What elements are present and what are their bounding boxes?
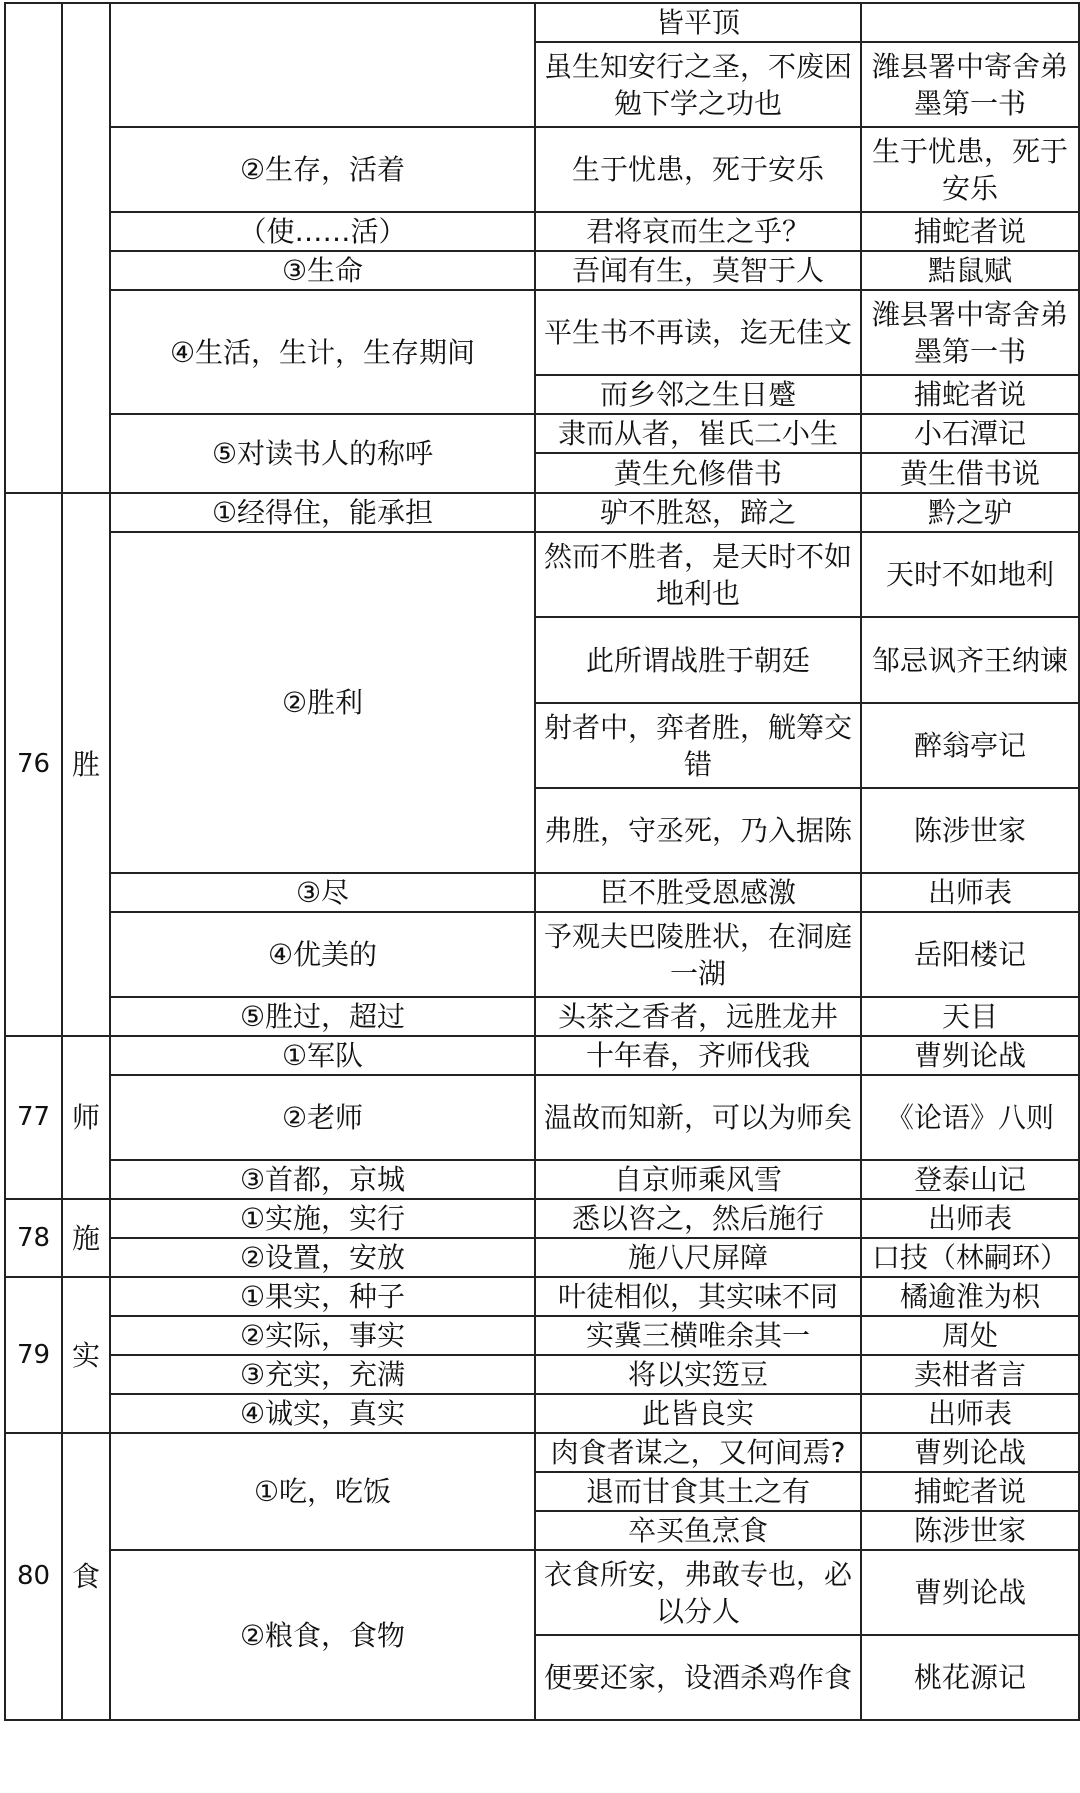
word-table-body [5,3,1079,1720]
source-text-cell: 醉翁亭记 [861,703,1079,788]
table-row [5,912,1079,997]
table-row [5,1238,1079,1277]
example-sentence-cell: 衣食所安，弗敢专也，必以分人 [535,1550,861,1635]
source-text-cell: 曹刿论战 [861,1433,1079,1472]
example-sentence-cell: 皆平顶 [535,3,861,42]
table-row [5,212,1079,251]
source-text-cell: 潍县署中寄舍弟墨第一书 [861,42,1079,127]
meaning-cell: ①实施，实行 [110,1199,535,1238]
meaning-cell: ④生活，生计，生存期间 [110,290,535,414]
meaning-cell: ⑤胜过，超过 [110,997,535,1036]
entry-character: 胜 [62,493,110,1036]
table-row [5,1075,1079,1160]
meaning-cell: ③生命 [110,251,535,290]
source-text-cell: 出师表 [861,1394,1079,1433]
entry-number: 78 [5,1199,62,1277]
table-row [5,1316,1079,1355]
source-text-cell: 口技（林嗣环） [861,1238,1079,1277]
source-text-cell: 桃花源记 [861,1635,1079,1720]
table-row [5,1160,1079,1199]
source-text-cell: 黠鼠赋 [861,251,1079,290]
source-text-cell: 曹刿论战 [861,1550,1079,1635]
example-sentence-cell: 生于忧患，死于安乐 [535,127,861,212]
meaning-cell: ①吃，吃饭 [110,1433,535,1550]
meaning-cell: ④诚实，真实 [110,1394,535,1433]
meaning-cell: ①果实，种子 [110,1277,535,1316]
example-sentence-cell: 驴不胜怒，蹄之 [535,493,861,532]
source-text-cell: 生于忧患，死于安乐 [861,127,1079,212]
example-sentence-cell: 弗胜，守丞死，乃入据陈 [535,788,861,873]
example-sentence-cell: 温故而知新，可以为师矣 [535,1075,861,1160]
meaning-cell: ②生存，活着 [110,127,535,212]
example-sentence-cell: 肉食者谋之，又何间焉? [535,1433,861,1472]
table-row [5,414,1079,453]
source-text-cell: 邹忌讽齐王纳谏 [861,617,1079,703]
source-text-cell: 黄生借书说 [861,453,1079,493]
example-sentence-cell: 卒买鱼烹食 [535,1511,861,1550]
table-row [5,1199,1079,1238]
table-row [5,1433,1079,1472]
meaning-cell: ②粮食，食物 [110,1550,535,1720]
word-table [4,2,1080,1721]
source-text-cell: 捕蛇者说 [861,1472,1079,1511]
table-row [5,1277,1079,1316]
source-text-cell: 捕蛇者说 [861,375,1079,414]
source-text-cell: 小石潭记 [861,414,1079,453]
meaning-cell: ②胜利 [110,532,535,873]
table-row [5,873,1079,912]
meaning-cell: ⑤对读书人的称呼 [110,414,535,493]
meaning-cell: ③尽 [110,873,535,912]
meaning-cell: ②老师 [110,1075,535,1160]
example-sentence-cell: 黄生允修借书 [535,453,861,493]
example-sentence-cell: 自京师乘风雪 [535,1160,861,1199]
meaning-cell: ③首都，京城 [110,1160,535,1199]
meaning-cell: ②设置，安放 [110,1238,535,1277]
example-sentence-cell: 将以实笾豆 [535,1355,861,1394]
example-sentence-cell: 悉以咨之，然后施行 [535,1199,861,1238]
source-text-cell: 陈涉世家 [861,1511,1079,1550]
source-text-cell: 天时不如地利 [861,532,1079,617]
example-sentence-cell: 施八尺屏障 [535,1238,861,1277]
entry-character: 食 [62,1433,110,1720]
example-sentence-cell: 退而甘食其土之有 [535,1472,861,1511]
table-row [5,1394,1079,1433]
entry-number: 76 [5,493,62,1036]
meaning-cell: ①军队 [110,1036,535,1075]
example-sentence-cell: 十年春，齐师伐我 [535,1036,861,1075]
table-row [5,1550,1079,1635]
entry-number: 77 [5,1036,62,1199]
source-text-cell [861,3,1079,42]
example-sentence-cell: 虽生知安行之圣，不废困勉下学之功也 [535,42,861,127]
entry-number: 79 [5,1277,62,1433]
source-text-cell: 陈涉世家 [861,788,1079,873]
meaning-cell: ④优美的 [110,912,535,997]
example-sentence-cell: 实冀三横唯余其一 [535,1316,861,1355]
example-sentence-cell: 便要还家，设酒杀鸡作食 [535,1635,861,1720]
table-row [5,127,1079,212]
source-text-cell: 登泰山记 [861,1160,1079,1199]
meaning-cell: ①经得住，能承担 [110,493,535,532]
source-text-cell: 天目 [861,997,1079,1036]
table-row [5,1355,1079,1394]
example-sentence-cell: 予观夫巴陵胜状，在洞庭一湖 [535,912,861,997]
example-sentence-cell: 吾闻有生，莫智于人 [535,251,861,290]
meaning-cell: ③充实，充满 [110,1355,535,1394]
meaning-cell [110,3,535,127]
table-row [5,1036,1079,1075]
table-row [5,290,1079,375]
entry-character: 师 [62,1036,110,1199]
table-row [5,997,1079,1036]
example-sentence-cell: 射者中，弈者胜，觥筹交错 [535,703,861,788]
meaning-cell: ②实际，事实 [110,1316,535,1355]
entry-number [5,3,62,493]
source-text-cell: 卖柑者言 [861,1355,1079,1394]
entry-number: 80 [5,1433,62,1720]
example-sentence-cell: 叶徒相似，其实味不同 [535,1277,861,1316]
meaning-cell: （使……活） [110,212,535,251]
table-row [5,251,1079,290]
example-sentence-cell: 而乡邻之生日蹙 [535,375,861,414]
source-text-cell: 出师表 [861,1199,1079,1238]
entry-character [62,3,110,493]
example-sentence-cell: 臣不胜受恩感激 [535,873,861,912]
example-sentence-cell: 隶而从者，崔氏二小生 [535,414,861,453]
source-text-cell: 岳阳楼记 [861,912,1079,997]
source-text-cell: 曹刿论战 [861,1036,1079,1075]
source-text-cell: 橘逾淮为枳 [861,1277,1079,1316]
table-row [5,3,1079,42]
source-text-cell: 捕蛇者说 [861,212,1079,251]
entry-character: 实 [62,1277,110,1433]
source-text-cell: 黔之驴 [861,493,1079,532]
example-sentence-cell: 此所谓战胜于朝廷 [535,617,861,703]
table-row [5,493,1079,532]
example-sentence-cell: 然而不胜者，是天时不如地利也 [535,532,861,617]
table-row [5,532,1079,617]
example-sentence-cell: 此皆良实 [535,1394,861,1433]
source-text-cell: 潍县署中寄舍弟墨第一书 [861,290,1079,375]
source-text-cell: 《论语》八则 [861,1075,1079,1160]
source-text-cell: 周处 [861,1316,1079,1355]
source-text-cell: 出师表 [861,873,1079,912]
example-sentence-cell: 君将哀而生之乎？ [535,212,861,251]
entry-character: 施 [62,1199,110,1277]
example-sentence-cell: 平生书不再读，迄无佳文 [535,290,861,375]
example-sentence-cell: 头茶之香者，远胜龙井 [535,997,861,1036]
